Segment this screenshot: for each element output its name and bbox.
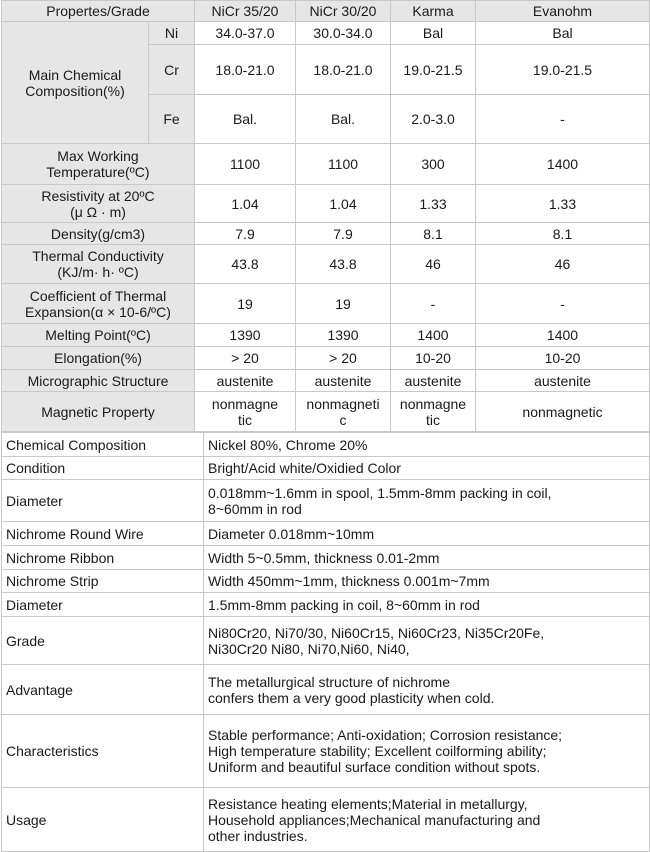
spec-value: Width 450mm~1mm, thickness 0.001m~7mm bbox=[204, 570, 650, 593]
spec-value: Stable performance; Anti-oxidation; Corrosion resistance; High temperature stability; Excellent coilforming ability; Uniform and beautiful surface condition without spots. bbox=[204, 715, 650, 788]
spec-label: Diameter bbox=[2, 480, 204, 522]
value-cell: 8.1 bbox=[476, 223, 650, 245]
header-row bbox=[2, 1, 650, 22]
property-row bbox=[2, 370, 650, 392]
spec-label: Chemical Composition bbox=[2, 433, 204, 457]
property-label: Max Working Temperature(ºC) bbox=[2, 144, 195, 185]
value-cell: 8.1 bbox=[391, 223, 476, 245]
value-cell: nonmagne tic bbox=[195, 392, 296, 432]
value-cell: 46 bbox=[391, 245, 476, 284]
value-cell: > 20 bbox=[195, 347, 296, 370]
property-label: Thermal Conductivity (KJ/m· h· ºC) bbox=[2, 245, 195, 284]
spec-label: Diameter bbox=[2, 593, 204, 617]
value-cell: 1390 bbox=[296, 324, 391, 347]
value-cell: 18.0-21.0 bbox=[296, 45, 391, 95]
spec-value: Resistance heating elements;Material in metallurgy, Household appliances;Mechanical manufacturing and other industries. bbox=[204, 788, 650, 852]
value-cell: 300 bbox=[391, 144, 476, 185]
value-cell: 10-20 bbox=[476, 347, 650, 370]
spec-value: Nickel 80%, Chrome 20% bbox=[204, 433, 650, 457]
value-cell: 1.04 bbox=[296, 185, 391, 223]
value-cell: 1400 bbox=[476, 144, 650, 185]
value-cell: 30.0-34.0 bbox=[296, 22, 391, 45]
value-cell: 19.0-21.5 bbox=[476, 45, 650, 95]
spec-value: The metallurgical structure of nichrome confers them a very good plasticity when cold. bbox=[204, 665, 650, 715]
spec-value: Ni80Cr20, Ni70/30, Ni60Cr15, Ni60Cr23, Ni35Cr20Fe, Ni30Cr20 Ni80, Ni70,Ni60, Ni40, bbox=[204, 617, 650, 665]
value-cell: nonmagneti c bbox=[296, 392, 391, 432]
value-cell: > 20 bbox=[296, 347, 391, 370]
element-cell: Ni bbox=[149, 22, 195, 45]
property-row bbox=[2, 223, 650, 245]
value-cell: 19.0-21.5 bbox=[391, 45, 476, 95]
spec-row bbox=[2, 570, 650, 593]
composition-label: Main Chemical Composition(%) bbox=[2, 22, 149, 144]
spec-value: Diameter 0.018mm~10mm bbox=[204, 522, 650, 546]
spec-label: Nichrome Strip bbox=[2, 570, 204, 593]
value-cell: Bal. bbox=[296, 95, 391, 144]
value-cell: 1.33 bbox=[476, 185, 650, 223]
value-cell: - bbox=[391, 284, 476, 324]
value-cell: - bbox=[476, 284, 650, 324]
value-cell: 7.9 bbox=[195, 223, 296, 245]
spec-value: 1.5mm-8mm packing in coil, 8~60mm in rod bbox=[204, 593, 650, 617]
header-cell: Karma bbox=[391, 1, 476, 22]
value-cell: - bbox=[476, 95, 650, 144]
composition-row bbox=[2, 22, 650, 45]
value-cell: 1.04 bbox=[195, 185, 296, 223]
property-label: Magnetic Property bbox=[2, 392, 195, 432]
property-label: Coefficient of Thermal Expansion(α × 10-6/ºC) bbox=[2, 284, 195, 324]
value-cell: austenite bbox=[476, 370, 650, 392]
value-cell: 10-20 bbox=[391, 347, 476, 370]
spec-value: Bright/Acid white/Oxidied Color bbox=[204, 457, 650, 480]
property-row bbox=[2, 392, 650, 432]
value-cell: 1390 bbox=[195, 324, 296, 347]
spec-row bbox=[2, 457, 650, 480]
property-label: Micrographic Structure bbox=[2, 370, 195, 392]
spec-row bbox=[2, 433, 650, 457]
spec-label: Nichrome Round Wire bbox=[2, 522, 204, 546]
value-cell: Bal bbox=[476, 22, 650, 45]
property-row bbox=[2, 144, 650, 185]
spec-label: Nichrome Ribbon bbox=[2, 546, 204, 570]
spec-label: Condition bbox=[2, 457, 204, 480]
spec-row bbox=[2, 480, 650, 522]
specs-table bbox=[1, 432, 650, 852]
property-row bbox=[2, 324, 650, 347]
property-label: Resistivity at 20ºC (μ Ω · m) bbox=[2, 185, 195, 223]
property-row bbox=[2, 245, 650, 284]
value-cell: 46 bbox=[476, 245, 650, 284]
spec-row bbox=[2, 715, 650, 788]
value-cell: 43.8 bbox=[195, 245, 296, 284]
value-cell: 2.0-3.0 bbox=[391, 95, 476, 144]
spec-row bbox=[2, 617, 650, 665]
spec-label: Advantage bbox=[2, 665, 204, 715]
property-row bbox=[2, 284, 650, 324]
value-cell: 43.8 bbox=[296, 245, 391, 284]
value-cell: 1100 bbox=[195, 144, 296, 185]
spec-row bbox=[2, 788, 650, 852]
spec-label: Usage bbox=[2, 788, 204, 852]
spec-value: 0.018mm~1.6mm in spool, 1.5mm-8mm packing in coil, 8~60mm in rod bbox=[204, 480, 650, 522]
property-row bbox=[2, 185, 650, 223]
spec-row bbox=[2, 665, 650, 715]
property-label: Elongation(%) bbox=[2, 347, 195, 370]
value-cell: 34.0-37.0 bbox=[195, 22, 296, 45]
spec-row bbox=[2, 546, 650, 570]
header-cell: Evanohm bbox=[476, 1, 650, 22]
spec-row bbox=[2, 522, 650, 546]
spec-value: Width 5~0.5mm, thickness 0.01-2mm bbox=[204, 546, 650, 570]
value-cell: austenite bbox=[195, 370, 296, 392]
property-row bbox=[2, 347, 650, 370]
value-cell: 7.9 bbox=[296, 223, 391, 245]
value-cell: austenite bbox=[391, 370, 476, 392]
header-cell: Propertes/Grade bbox=[2, 1, 195, 22]
element-cell: Fe bbox=[149, 95, 195, 144]
value-cell: Bal. bbox=[195, 95, 296, 144]
property-label: Melting Point(ºC) bbox=[2, 324, 195, 347]
property-label: Density(g/cm3) bbox=[2, 223, 195, 245]
value-cell: 19 bbox=[195, 284, 296, 324]
properties-table bbox=[1, 0, 650, 432]
value-cell: 1.33 bbox=[391, 185, 476, 223]
value-cell: 1400 bbox=[391, 324, 476, 347]
spec-row bbox=[2, 593, 650, 617]
value-cell: 19 bbox=[296, 284, 391, 324]
element-cell: Cr bbox=[149, 45, 195, 95]
spec-label: Grade bbox=[2, 617, 204, 665]
value-cell: 1100 bbox=[296, 144, 391, 185]
value-cell: 1400 bbox=[476, 324, 650, 347]
header-cell: NiCr 30/20 bbox=[296, 1, 391, 22]
value-cell: nonmagnetic bbox=[476, 392, 650, 432]
value-cell: Bal bbox=[391, 22, 476, 45]
header-cell: NiCr 35/20 bbox=[195, 1, 296, 22]
value-cell: austenite bbox=[296, 370, 391, 392]
value-cell: nonmagne tic bbox=[391, 392, 476, 432]
spec-label: Characteristics bbox=[2, 715, 204, 788]
value-cell: 18.0-21.0 bbox=[195, 45, 296, 95]
